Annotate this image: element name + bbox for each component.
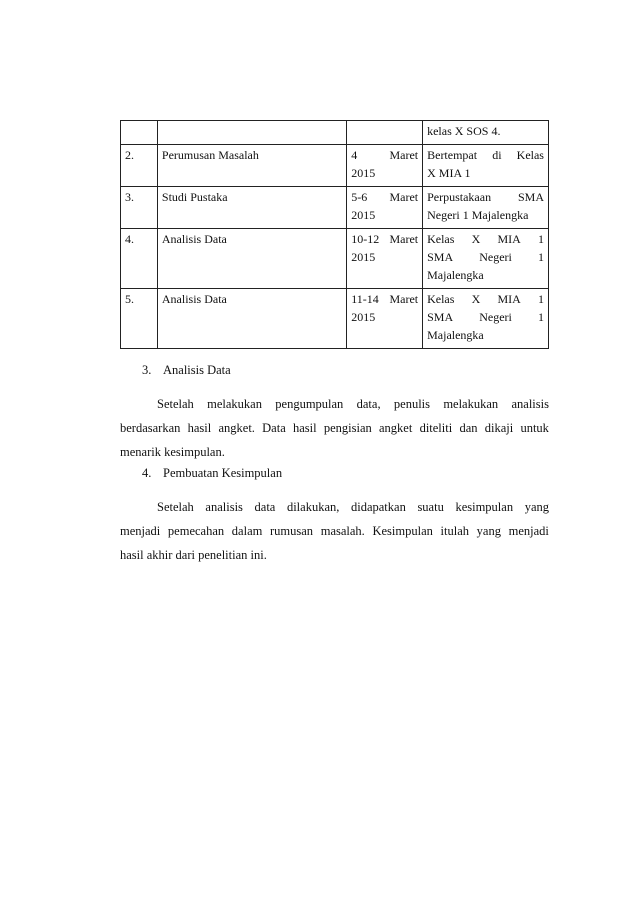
row-number-cell	[121, 121, 158, 145]
paragraph-line: hasil akhir dari penelitian ini.	[120, 548, 267, 562]
section-title: Pembuatan Kesimpulan	[163, 466, 283, 480]
place-cell	[423, 145, 549, 187]
activity-cell: Analisis Data	[157, 289, 346, 349]
section-number: 3.	[142, 363, 152, 377]
cell-line: SMA Negeri 1	[427, 250, 544, 264]
cell-line: Bertempat di Kelas	[427, 148, 544, 162]
section-number: 4.	[142, 466, 152, 480]
cell-line: kelas X SOS 4.	[427, 124, 501, 138]
cell-line: Majalengka	[427, 328, 484, 342]
cell-line: Kelas X MIA 1	[427, 232, 544, 246]
cell-line: SMA Negeri 1	[427, 310, 544, 324]
cell-line: 2015	[351, 208, 376, 222]
cell-line: 5-6 Maret	[351, 190, 419, 204]
section-heading-pembuatan-kesimpulan	[142, 466, 282, 481]
section-title: Analisis Data	[163, 363, 231, 377]
cell-line: 11-14 Maret	[351, 292, 419, 306]
cell-line: X MIA 1	[427, 166, 471, 180]
row-number-cell: 3.	[121, 187, 158, 229]
activity-cell: Perumusan Masalah	[157, 145, 346, 187]
cell-line: 2015	[351, 166, 376, 180]
time-cell	[347, 121, 423, 145]
cell-line: Kelas X MIA 1	[427, 292, 544, 306]
time-cell	[347, 187, 423, 229]
paragraph-line: berdasarkan hasil angket. Data hasil pengisian angket diteliti dan dikaji untuk	[120, 421, 549, 435]
time-cell	[347, 289, 423, 349]
table-row	[121, 121, 549, 145]
activity-cell: Analisis Data	[157, 229, 346, 289]
cell-line: Perpustakaan SMA	[427, 190, 544, 204]
time-cell	[347, 229, 423, 289]
section-heading-analisis-data	[142, 363, 231, 378]
table-row	[121, 145, 549, 187]
place-cell	[423, 289, 549, 349]
place-cell	[423, 229, 549, 289]
research-schedule-table	[120, 120, 549, 349]
row-number-cell: 2.	[121, 145, 158, 187]
cell-line: 10-12 Maret	[351, 232, 419, 246]
cell-line: 4 Maret	[351, 148, 419, 162]
paragraph-line: Setelah analisis data dilakukan, didapatkan suatu kesimpulan yang	[157, 500, 549, 514]
table-row	[121, 289, 549, 349]
cell-line: 2015	[351, 310, 376, 324]
place-cell	[423, 121, 549, 145]
time-cell	[347, 145, 423, 187]
paragraph-pembuatan-kesimpulan	[120, 495, 549, 567]
cell-line: 2015	[351, 250, 376, 264]
cell-line: Majalengka	[427, 268, 484, 282]
table-row	[121, 187, 549, 229]
activity-cell	[157, 121, 346, 145]
paragraph-line: menarik kesimpulan.	[120, 445, 225, 459]
paragraph-analisis-data	[120, 392, 549, 464]
place-cell	[423, 187, 549, 229]
paragraph-line: menjadi pemecahan dalam rumusan masalah. Kesimpulan itulah yang menjadi	[120, 524, 549, 538]
paragraph-line: Setelah melakukan pengumpulan data, penulis melakukan analisis	[157, 397, 549, 411]
activity-cell: Studi Pustaka	[157, 187, 346, 229]
row-number-cell: 5.	[121, 289, 158, 349]
row-number-cell: 4.	[121, 229, 158, 289]
cell-line: Negeri 1 Majalengka	[427, 208, 529, 222]
table-row	[121, 229, 549, 289]
